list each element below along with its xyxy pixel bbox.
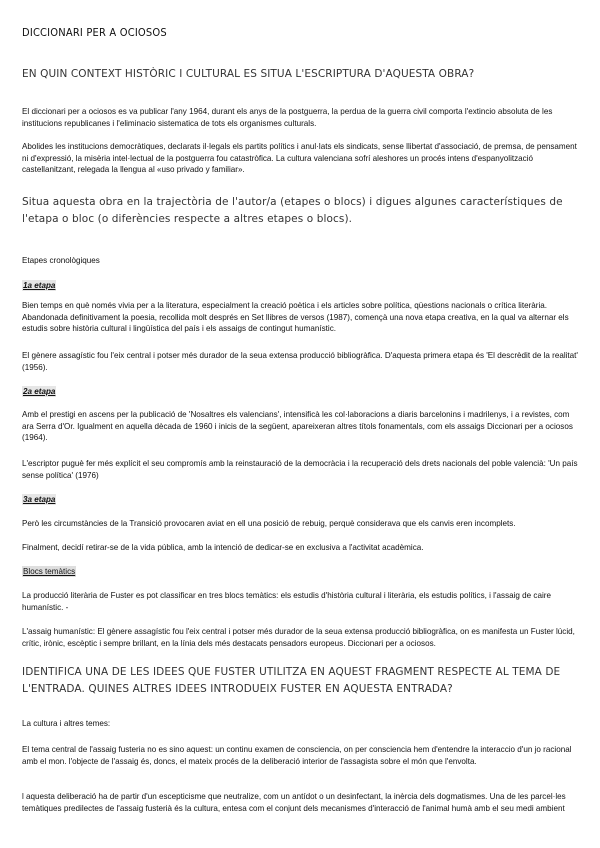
paragraph-context-2: Abolides les institucions democràtiques, declarats il·legals els partits polítics i anul·lats els sindicats, sense llibertat d'associació, de premsa, de pensament ni d'expressió, la misèria intel·lectual de la postguerra fou catastròfica. La cultura valenciana sofrí aleshores un procés intens d'espanyolització castellanitzant, relegada la llengua al «uso privado y familiar».: [22, 142, 577, 175]
label-cultura: La cultura i altres temes:: [22, 719, 111, 728]
paragraph-cultura-1: El tema central de l'assaig fusteria no es sino aquest: un continu examen de consciencia, on per consciencia hem d'entendre la interaccio d'un jo racional amb el mon. l'objecte de l'assaig és, doncs, el mateix procés de la deliberació interior de l'assagista sobre el món que l'envolta.: [22, 745, 572, 766]
label-etapa-2: 2a etapa: [23, 387, 56, 396]
paragraph-cultura-2: l aquesta deliberació ha de partir d'un escepticisme que neutralize, com un antídot o un desinfectant, la inèrcia dels dogmatismes. Una de les parcel·les temàtiques predilectes de l'assaig fusterià és la cultura, entesa com el conjunt dels mecanismes d'interacció de l'animal humà amb el seu medi ambient: [22, 792, 566, 813]
paragraph-blocs-2: L'assaig humanístic: El gènere assagístic fou l'eix central i potser més durador de la seua extensa producció bibliogràfica, on es manifesta un Fuster lúcid, crític, irònic, escèptic i sempre brillant, en la línia dels més destacats pensadors europeus. Diccionari per a ociosos.: [22, 627, 575, 648]
label-blocs: Blocs temàtics: [23, 567, 76, 576]
heading-trajectory: Situa aquesta obra en la trajectòria de l'autor/a (etapes o blocs) i digues algunes característiques de l'etapa o bloc (o diferències respecte a altres etapes o blocs).: [22, 196, 563, 225]
heading-ideas: IDENTIFICA UNA DE LES IDEES QUE FUSTER UTILITZA EN AQUEST FRAGMENT RESPECTE AL TEMA DE L'ENTRADA. QUINES ALTRES IDEES INTRODUEIX FUSTER EN AQUESTA ENTRADA?: [22, 666, 561, 695]
paragraph-etapa-3a: Però les circumstàncies de la Transició provocaren aviat en ell una posició de rebuig, perquè considerava que els canvis eren incomplets.: [22, 519, 516, 528]
paragraph-etapa-2a: Amb el prestigi en ascens per la publicació de 'Nosaltres els valencians', intensificà les col·laboracions a diaris barcelonins i madrilenys, i a revistes, com ara Serra d'Or. Igualment en aquella dècada de 1960 i inicis de la següent, apareixeran altres títols fonamentals, com els assaigs Diccionari per a ociosos (1964).: [22, 410, 573, 443]
paragraph-context-1: El diccionari per a ociosos es va publicar l'any 1964, durant els anys de la postguerra, la perdua de la guerra civil comporta l'extincio absoluta de les institucions republicanes i l'eliminacio sistematica de tots els organismes culturals.: [22, 107, 553, 128]
paragraph-blocs-1: La producció literària de Fuster es pot classificar en tres blocs temàtics: els estudis d'història cultural i literària, els estudis polítics, i l'assaig de caire humanístic. -: [22, 591, 551, 612]
label-etapa-1: 1a etapa: [23, 281, 56, 290]
paragraph-etapa-1b: El gènere assagístic fou l'eix central i potser més durador de la seua extensa producció bibliogràfica. D'aquesta primera etapa és 'El descrèdit de la realitat' (1956).: [22, 351, 578, 372]
label-etapes: Etapes cronològiques: [22, 256, 100, 265]
label-etapa-3: 3a etapa: [23, 495, 56, 504]
heading-context: EN QUIN CONTEXT HISTÒRIC I CULTURAL ES SITUA L'ESCRIPTURA D'AQUESTA OBRA?: [22, 68, 475, 80]
document-title: DICCIONARI PER A OCIOSOS: [22, 26, 167, 39]
paragraph-etapa-3b: Finalment, decidí retirar-se de la vida pública, amb la intenció de dedicar-se en exclusiva a l'activitat acadèmica.: [22, 543, 424, 552]
paragraph-etapa-2b: L'escriptor puguè fer més explícit el seu compromís amb la reinstauració de la democràcia i la recuperació dels drets nacionals del poble valencià: 'Un país sense política' (1976): [22, 459, 578, 480]
paragraph-etapa-1a: Bien temps en què només vivia per a la literatura, especialment la creació poètica i els articles sobre política, qüestions nacionals o crítica literària. Abandonada definitivament la poesia, recollida molt després en Set llibres de versos (1987), començà una nova etapa creativa, en la qual va alternar els estudis sobre història cultural i lingüística del país i els assaigs de contingut humanístic.: [22, 301, 569, 334]
